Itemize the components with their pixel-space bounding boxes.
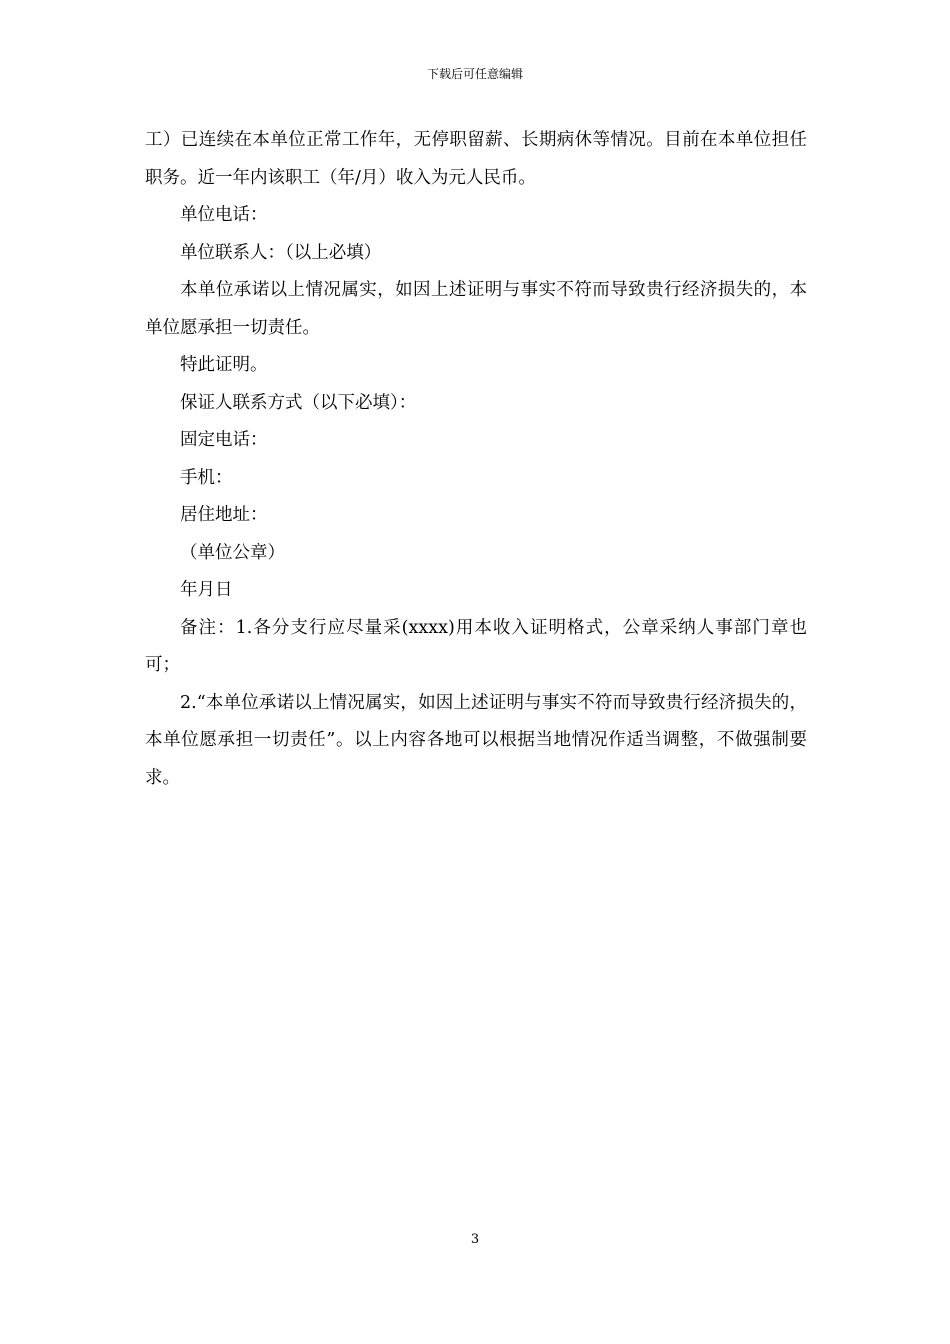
paragraph-hereby-certify: 特此证明。 [180,355,268,375]
paragraph-unit-seal: （单位公章） [180,542,285,563]
paragraph-mobile: 手机： [180,467,233,488]
paragraph-unit-commitment: 本单位承诺以上情况属实，如因上述证明与事实不符而导致贵行经济损失的，本单位愿承担一切责任。 [145,280,807,338]
page-header: 下载后可任意编辑 [426,67,523,81]
page-number: 3 [470,1232,480,1247]
paragraph-employment-status: 工）已连续在本单位正常工作年，无停职留薪、长期病休等情况。目前在本单位担任职务。近一年内该职工（年/月）收入为元人民币。 [145,130,807,188]
document-body [145,122,807,797]
paragraph-address: 居住地址： [180,505,268,525]
paragraph-unit-contact: 单位联系人：（以上必填） [180,242,382,263]
paragraph-unit-phone: 单位电话： [180,205,268,225]
paragraph-fixed-phone: 固定电话： [180,430,268,450]
paragraph-date: 年月日 [180,580,233,600]
paragraph-note-2: 2.“本单位承诺以上情况属实，如因上述证明与事实不符而导致贵行经济损失的，本单位愿承担一切责任”。以上内容各地可以根据当地情况作适当调整，不做强制要求。 [145,692,807,788]
paragraph-note-1: 备注：1.各分支行应尽量采(xxxx)用本收入证明格式，公章采纳人事部门章也可； [145,617,807,675]
paragraph-guarantor-contact: 保证人联系方式（以下必填）： [180,392,417,413]
